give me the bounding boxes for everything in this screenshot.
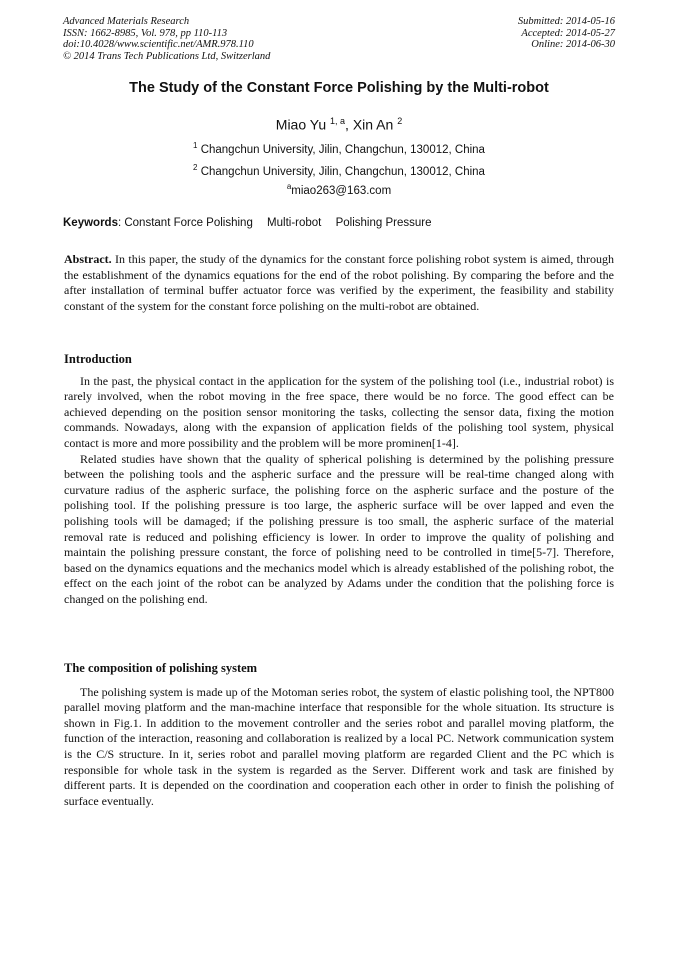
keyword: Multi-robot [267,217,322,229]
abstract-label: Abstract. [64,252,112,266]
section-heading: Introduction [64,352,132,366]
email-address: miao263@163.com [291,184,392,197]
abstract [64,252,614,314]
keyword: Polishing Pressure [335,217,432,229]
affiliation-superscript: 1 [193,141,198,150]
email-superscript: a [286,182,292,191]
abstract-text: In this paper, the study of the dynamics for the constant force polishing robot system is aimed, through the establishment of the dynamics equations for the end of the robot polishing. By comparing the before and the after installation of terminal buffer actuator force was verified by the experiment, the feasibility and stability constant of the system for the constant force polishing on the multi-robot are obtained. [64,252,615,313]
keywords-line [63,217,442,229]
author-name: Miao Yu [275,116,327,133]
affiliation-superscript: 2 [193,163,198,172]
accepted-date: Accepted: 2014-05-27 [521,27,615,39]
keywords-label: Keywords [63,217,118,229]
affiliation-2 [0,163,678,178]
author-name: Xin An [352,116,394,133]
online-date: Online: 2014-06-30 [531,39,615,50]
section-heading: The composition of polishing system [64,661,258,675]
email-line [0,182,678,197]
composition-section [64,661,614,809]
doi-line: doi:10.4028/www.scientific.net/AMR.978.110 [63,39,254,50]
paragraph: The polishing system is made up of the Motoman series robot, the system of elastic polishing tool, the NPT800 parallel moving platform and the man-machine interface that responsible for the whole situation. Its structure is shown in Fig.1. In addition to the movement controller and the series robot and parallel moving platform, the function of the interaction, reasoning and collaboration is realized by a local PC. Network communication system is the C/S structure. In it, series robot and parallel moving platform are regarded Client and the PC which is responsible for whole task in the system is regarded as the Server. Different work and task are finished by different parts. It is depended on the coordination and cooperation each other in order to finish the polishing of surface eventually. [64,684,614,808]
introduction-section [64,352,614,608]
author-line [0,116,678,133]
keywords-separator: : [117,217,125,229]
paragraph: In the past, the physical contact in the application for the system of the polishing tool (i.e., industrial robot) is rarely involved, when the robot moving in the free space, there would be no force. The good effect can be achieved depending on the position sensor monitoring the tasks, collecting the sensor data, fixing the motion commands. Nowadays, along with the expansion of application fields of the polishing tool system, physical contact is more and more possibility and the problem will be more prominen[1-4]. [64,373,614,450]
keyword: Constant Force Polishing [124,217,253,229]
affiliation-text: Changchun University, Jilin, Changchun, 130012, China [200,165,485,178]
affiliation-text: Changchun University, Jilin, Changchun, 130012, China [200,143,485,156]
journal-header [63,16,270,62]
journal-name: Advanced Materials Research [63,16,190,27]
copyright-line: © 2014 Trans Tech Publications Ltd, Switzerland [63,50,271,62]
submitted-date: Submitted: 2014-05-16 [517,16,615,27]
paragraph: Related studies have shown that the quality of spherical polishing is determined by the polishing pressure between the polishing tools and the aspheric surface and the pressure will be real-time changed along with curvature radius of the aspheric surface, the polishing force on the aspheric surface and the posture of the polishing tool. If the polishing pressure is too large, the aspheric surface will be over lapped and even the polishing tools will be damaged; if the polishing pressure is too small, the aspheric surface of the material removal rate is reduced and polishing efficiency is lower. In order to improve the quality of polishing and maintain the polishing pressure constant, the force of polishing need to be controlled in time[5-7]. Therefore, based on the dynamics equations and the mechanics model which is already established of the polishing robot, the effect on the each joint of the robot can be analyzed by Adams under the condition that the polishing force is changed on the polishing end. [64,451,614,606]
dates-header [518,16,615,51]
paper-title: The Study of the Constant Force Polishing by the Multi-robot [129,80,549,96]
author-superscript: 1, a [330,116,346,126]
affiliation-1 [0,141,678,156]
author-separator: , [345,116,353,133]
issn-line: ISSN: 1662-8985, Vol. 978, pp 110-113 [63,27,228,39]
author-superscript: 2 [397,116,403,126]
